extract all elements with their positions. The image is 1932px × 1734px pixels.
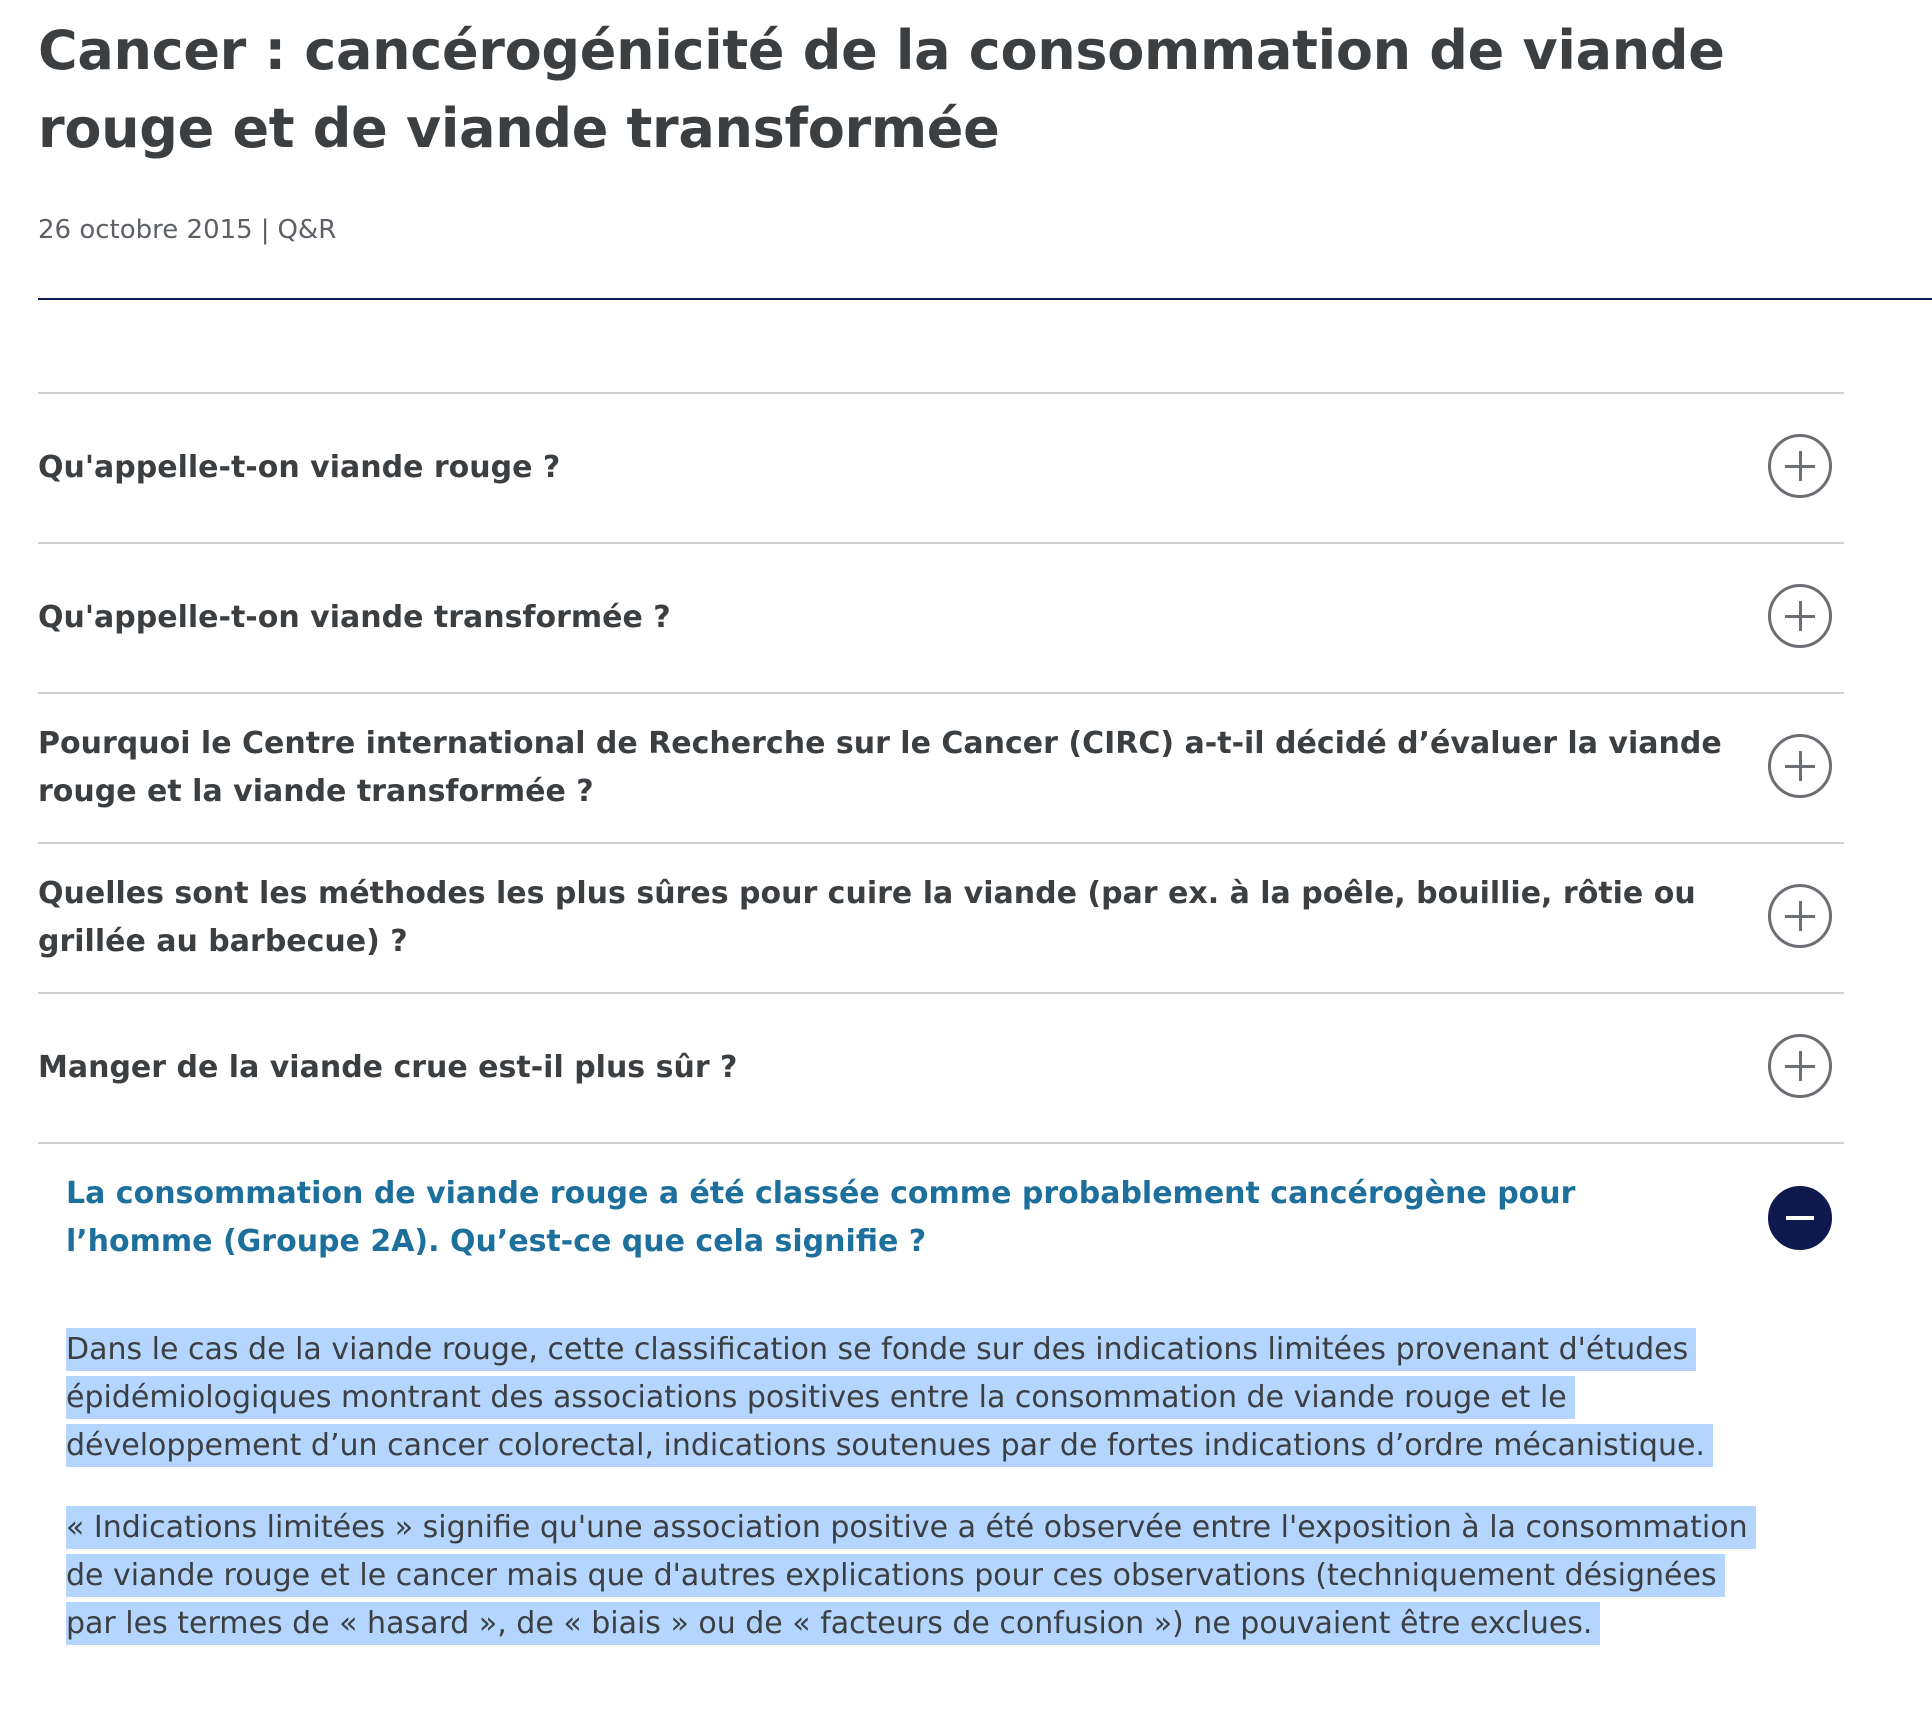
- accordion-item: [38, 694, 1844, 844]
- accordion-header-group-2a[interactable]: [38, 1144, 1844, 1266]
- accordion-question: Pourquoi le Centre international de Recherche sur le Cancer (CIRC) a-t-il décidé d’évaluer la viande rouge et la viande transformée ?: [38, 726, 1722, 809]
- accordion-header-raw-meat[interactable]: [38, 994, 1844, 1142]
- faq-accordion: [38, 392, 1844, 1722]
- plus-circle-icon[interactable]: [1768, 434, 1832, 498]
- plus-circle-icon[interactable]: [1768, 1034, 1832, 1098]
- plus-circle-icon[interactable]: [1768, 734, 1832, 798]
- content-type: Q&R: [277, 215, 337, 245]
- accordion-question: Quelles sont les méthodes les plus sûres pour cuire la viande (par ex. à la poêle, bouillie, rôtie ou grillée au barbecue) ?: [38, 876, 1696, 959]
- answer-paragraph: [66, 1504, 1766, 1648]
- meta-separator: |: [260, 215, 270, 245]
- selected-text: « Indications limitées » signifie qu'une association positive a été observée entre l'exposition à la consommation de viande rouge et le cancer mais que d'autres explications pour ces observations (techniquement désignées par les termes de « hasard », de « biais » ou de « facteurs de confusion ») ne pouvaient être exclues.: [66, 1506, 1756, 1645]
- accordion-header-why-circ[interactable]: [38, 694, 1844, 842]
- page-meta: [38, 212, 1932, 248]
- selected-text: Dans le cas de la viande rouge, cette classification se fonde sur des indications limitées provenant d'études épidémiologiques montrant des associations positives entre la consommation de viande rouge et le développement d’un cancer colorectal, indications soutenues par de fortes indications d’ordre mécanistique.: [66, 1328, 1713, 1467]
- accordion-question: Manger de la viande crue est-il plus sûr ?: [38, 1050, 738, 1085]
- plus-circle-icon[interactable]: [1768, 884, 1832, 948]
- accordion-item: [38, 394, 1844, 544]
- accordion-header-cooking-methods[interactable]: [38, 844, 1844, 992]
- minus-circle-icon[interactable]: [1768, 1186, 1832, 1250]
- accordion-question: Qu'appelle-t-on viande transformée ?: [38, 600, 671, 635]
- accordion-header-red-meat[interactable]: [38, 394, 1844, 542]
- page-content: [38, 0, 1932, 1641]
- accordion-question: Qu'appelle-t-on viande rouge ?: [38, 450, 561, 485]
- title-divider: [38, 298, 1932, 300]
- accordion-item: [38, 844, 1844, 994]
- accordion-item: [38, 994, 1844, 1144]
- plus-circle-icon[interactable]: [1768, 584, 1832, 648]
- page-title: Cancer : cancérogénicité de la consommation de viande rouge et de viande transformée: [38, 19, 1725, 160]
- accordion-header-processed-meat[interactable]: [38, 544, 1844, 692]
- accordion-answer: [38, 1266, 1766, 1722]
- accordion-item-expanded: [38, 1144, 1844, 1722]
- publication-date: 26 octobre 2015: [38, 215, 253, 245]
- answer-paragraph: [66, 1326, 1766, 1470]
- accordion-question: La consommation de viande rouge a été classée comme probablement cancérogène pour l’homme (Groupe 2A). Qu’est-ce que cela signifie ?: [66, 1176, 1576, 1259]
- accordion-item: [38, 544, 1844, 694]
